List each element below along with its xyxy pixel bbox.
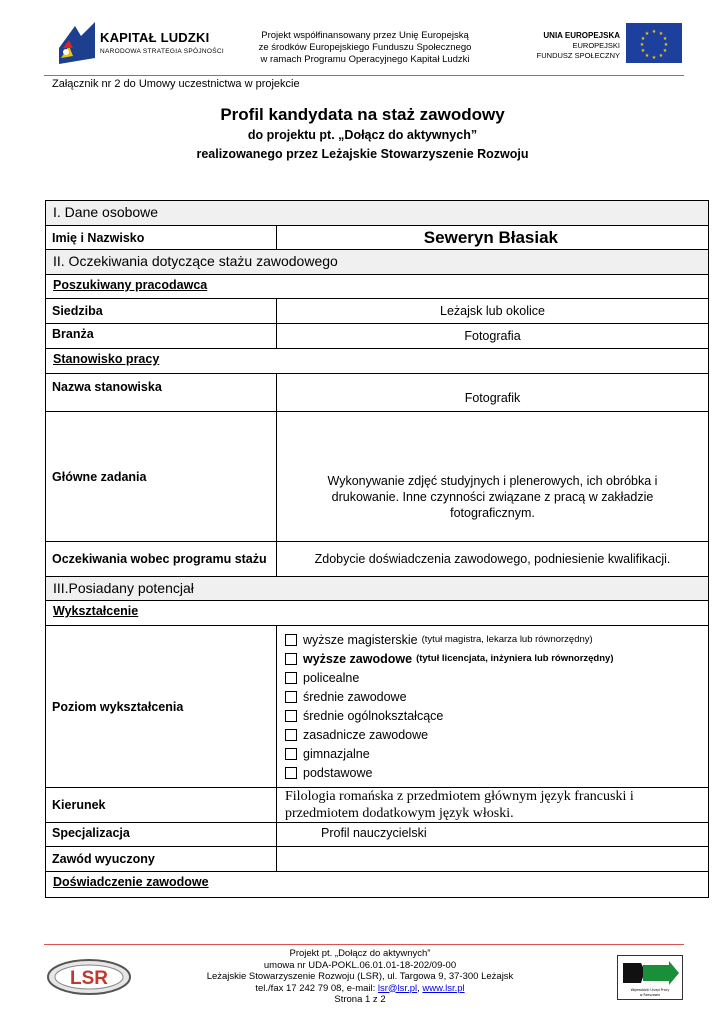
- expectations-label: Oczekiwania wobec programu stażu: [46, 542, 277, 576]
- row-learned-profession: [46, 847, 708, 872]
- tasks-label: Główne zadania: [46, 412, 277, 541]
- project-name: do projektu pt. „Dołącz do aktywnych”: [247, 128, 478, 142]
- cofinancing-note: Projekt współfinansowany przez Unię Europejską ze środków Europejskiego Funduszu Społecznego w ramach Programu Operacyjnego Kapitał Ludzki: [258, 30, 472, 65]
- expectations-value: Zdobycie doświadczenia zawodowego, podniesienie kwalifikacji.: [314, 552, 671, 566]
- candidate-profile-form: [45, 200, 709, 898]
- svg-text:★: ★: [644, 31, 650, 37]
- option-primary[interactable]: podstawowe: [285, 763, 708, 782]
- field-label: Kierunek: [46, 788, 277, 822]
- name-value: Seweryn Błasiak: [423, 227, 558, 247]
- section-potential: III.Posiadany potencjał: [46, 577, 708, 601]
- svg-text:★: ★: [662, 48, 668, 54]
- education-heading: Wykształcenie: [46, 601, 708, 626]
- position-value: Fotografik: [464, 390, 521, 405]
- logo-subtitle: NARODOWA STRATEGIA SPÓJNOŚCI: [100, 48, 224, 55]
- option-post-secondary[interactable]: policealne: [285, 668, 708, 687]
- footer-divider: [44, 944, 684, 945]
- row-branch: [46, 324, 708, 349]
- eu-flag-icon: [626, 23, 682, 63]
- svg-text:★: ★: [662, 36, 668, 42]
- row-education-level: [46, 626, 708, 788]
- svg-text:★: ★: [658, 31, 664, 37]
- experience-heading: Doświadczenie zawodowe: [53, 875, 209, 889]
- header-divider: [44, 75, 684, 76]
- row-field-of-study: [46, 788, 708, 823]
- checkbox[interactable]: [285, 672, 297, 684]
- row-tasks: [46, 412, 708, 542]
- page-title: Profil kandydata na staż zawodowy: [220, 105, 505, 124]
- svg-text:Wojewódzki Urząd Pracy: Wojewódzki Urząd Pracy: [630, 988, 670, 992]
- checkbox[interactable]: [285, 634, 297, 646]
- row-name: [46, 226, 708, 250]
- seat-label: Siedziba: [46, 299, 277, 323]
- row-position: [46, 374, 708, 412]
- specialization-value: Profil nauczycielski: [321, 826, 427, 840]
- svg-text:★: ★: [651, 55, 657, 61]
- education-level-options: [277, 626, 708, 787]
- checkbox[interactable]: [285, 748, 297, 760]
- svg-text:★: ★: [640, 36, 646, 42]
- svg-text:★: ★: [639, 42, 645, 48]
- position-heading: Stanowisko pracy: [46, 349, 708, 374]
- field-value: Filologia romańska z przedmiotem głównym język francuski i przedmiotem dodatkowym język włoski.: [285, 789, 634, 821]
- section-personal: I. Dane osobowe: [46, 201, 708, 226]
- branch-label: Branża: [46, 324, 277, 348]
- option-basic-vocational[interactable]: zasadnicze zawodowe: [285, 725, 708, 744]
- row-seat: [46, 299, 708, 324]
- seat-value: Leżajsk lub okolice: [440, 304, 545, 318]
- svg-text:★: ★: [640, 48, 646, 54]
- option-general-secondary[interactable]: średnie ogólnokształcące: [285, 706, 708, 725]
- profession-label: Zawód wyuczony: [46, 847, 277, 871]
- section-expectations: II. Oczekiwania dotyczące stażu zawodowego: [46, 250, 708, 275]
- row-expectations: [46, 542, 708, 577]
- name-label: Imię i Nazwisko: [46, 226, 277, 249]
- row-specialization: [46, 823, 708, 847]
- svg-text:★: ★: [651, 29, 657, 35]
- branch-value: Fotografia: [464, 329, 521, 343]
- specialization-label: Specjalizacja: [46, 823, 277, 846]
- employer-heading: Poszukiwany pracodawca: [46, 275, 708, 299]
- annex-note: Załącznik nr 2 do Umowy uczestnictwa w projekcie: [52, 78, 300, 90]
- checkbox[interactable]: [285, 729, 297, 741]
- position-label: Nazwa stanowiska: [46, 374, 277, 411]
- tasks-value: Wykonywanie zdjęć studyjnych i plenerowych, ich obróbka i drukowanie. Inne czynności związane z pracą w zakładzie fotograficznym.: [327, 474, 658, 520]
- svg-text:★: ★: [644, 53, 650, 59]
- checkbox[interactable]: [285, 653, 297, 665]
- footer-info: Projekt pt. „Dołącz do aktywnych” umowa nr UDA-POKL.06.01.01-18-202/09-00 Leżajskie Stowarzyszenie Rozwoju (LSR), ul. Targowa 9, 37-300 Leżajsk tel./fax 17 242 79 08, e-mail: lsr@lsr.pl, www.lsr.pl Strona 1 z 2: [160, 948, 560, 1006]
- svg-text:LSR: LSR: [70, 968, 108, 989]
- svg-text:★: ★: [663, 42, 669, 48]
- svg-text:★: ★: [658, 53, 664, 59]
- option-vocational-secondary[interactable]: średnie zawodowe: [285, 687, 708, 706]
- checkbox[interactable]: [285, 710, 297, 722]
- email-link[interactable]: lsr@lsr.pl: [377, 982, 418, 994]
- svg-text:w Rzeszowie: w Rzeszowie: [639, 993, 661, 997]
- eu-label: UNIA EUROPEJSKA EUROPEJSKI FUNDUSZ SPOŁECZNY: [536, 31, 620, 60]
- profession-value: [277, 847, 708, 871]
- option-bachelor[interactable]: wyższe zawodowe (tytuł licencjata, inżyniera lub równorzędny): [285, 649, 708, 668]
- lsr-logo: [47, 958, 131, 996]
- page-number: Strona 1 z 2: [334, 994, 386, 1005]
- education-level-label: Poziom wykształcenia: [46, 626, 277, 787]
- option-masters[interactable]: wyższe magisterskie (tytuł magistra, lekarza lub równorzędny): [285, 630, 708, 649]
- wup-logo: [617, 955, 683, 1000]
- option-lower-secondary[interactable]: gimnazjalne: [285, 744, 708, 763]
- checkbox[interactable]: [285, 767, 297, 779]
- website-link[interactable]: www.lsr.pl: [422, 982, 465, 994]
- organizer: realizowanego przez Leżajskie Stowarzyszenie Rozwoju: [196, 147, 529, 161]
- logo-title: KAPITAŁ LUDZKI: [100, 30, 210, 45]
- checkbox[interactable]: [285, 691, 297, 703]
